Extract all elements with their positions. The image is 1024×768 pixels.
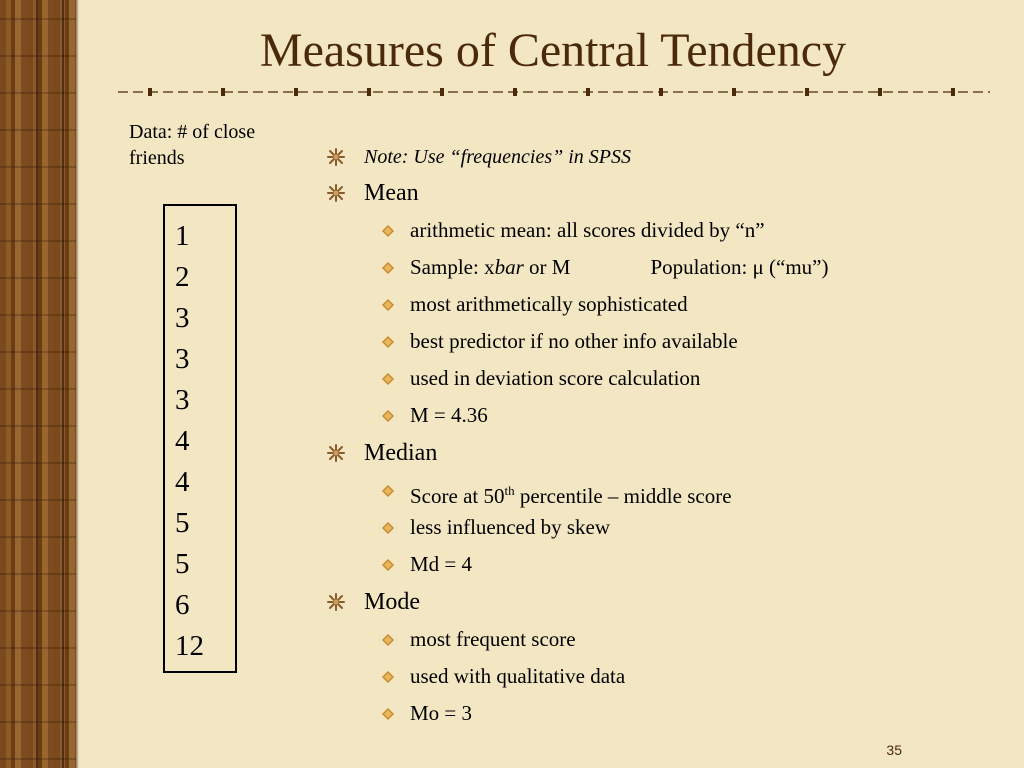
- note-item: [326, 140, 966, 174]
- list-item: [326, 509, 966, 546]
- data-values-box: [163, 204, 237, 673]
- diamond-bullet-icon: [382, 708, 394, 720]
- diamond-bullet-icon: [382, 522, 394, 534]
- divider-dot: [951, 88, 955, 96]
- list-item: [326, 323, 966, 360]
- data-label-line: Data: # of close: [129, 121, 256, 143]
- mean-predictor-text: best predictor if no other info available: [410, 329, 738, 353]
- divider-dot: [367, 88, 371, 96]
- median-score-sup: th: [504, 483, 515, 498]
- data-value-item: 3: [175, 343, 190, 375]
- title-divider: [118, 85, 990, 99]
- note-text: Note: Use “frequencies” in SPSS: [364, 146, 632, 168]
- median-score-prefix: Score at 50: [410, 484, 505, 508]
- data-value-item: 5: [175, 548, 190, 580]
- diamond-bullet-icon: [382, 225, 394, 237]
- median-score-suffix: percentile – middle score: [514, 484, 732, 508]
- data-value-item: 2: [175, 261, 190, 293]
- divider-dot: [805, 88, 809, 96]
- mean-value-text: M = 4.36: [410, 403, 488, 427]
- divider-dot: [221, 88, 225, 96]
- mean-sophisticated-text: most arithmetically sophisticated: [410, 292, 688, 316]
- data-value-item: 3: [175, 384, 190, 416]
- median-value-text: Md = 4: [410, 552, 473, 576]
- median-heading: Median: [364, 440, 438, 466]
- wood-seam: [36, 0, 38, 768]
- star-bullet-icon: [326, 593, 346, 611]
- list-item: [326, 397, 966, 434]
- data-values-list: [165, 206, 235, 667]
- data-value-item: 5: [175, 507, 190, 539]
- mode-value-text: Mo = 3: [410, 701, 473, 725]
- list-item: [326, 286, 966, 323]
- data-label: [129, 119, 309, 171]
- median-heading-item: [326, 434, 966, 472]
- diamond-bullet-icon: [382, 485, 394, 497]
- diamond-bullet-icon: [382, 634, 394, 646]
- data-value-item: 3: [175, 302, 190, 334]
- mode-qualitative-text: used with qualitative data: [410, 664, 626, 688]
- data-value-item: 1: [175, 220, 190, 252]
- mean-sample-bar: bar: [494, 255, 524, 279]
- list-item: [326, 472, 966, 509]
- mean-sample-suffix: or M: [523, 255, 571, 279]
- divider-dot: [732, 88, 736, 96]
- bullet-content: [326, 140, 966, 732]
- divider-dot: [878, 88, 882, 96]
- star-bullet-icon: [326, 184, 346, 202]
- divider-dot: [659, 88, 663, 96]
- diamond-bullet-icon: [382, 299, 394, 311]
- mean-sample-prefix: Sample: x: [410, 255, 495, 279]
- list-item: [326, 621, 966, 658]
- list-item: [326, 249, 966, 286]
- mode-heading: Mode: [364, 589, 420, 615]
- divider-dot: [294, 88, 298, 96]
- wood-border: [0, 0, 76, 768]
- mean-deviation-text: used in deviation score calculation: [410, 366, 701, 390]
- data-value-item: 4: [175, 425, 190, 457]
- diamond-bullet-icon: [382, 373, 394, 385]
- divider-dot: [148, 88, 152, 96]
- diamond-bullet-icon: [382, 262, 394, 274]
- median-skew-text: less influenced by skew: [410, 515, 611, 539]
- data-value-item: 12: [175, 630, 204, 662]
- divider-dot: [586, 88, 590, 96]
- data-value-item: 6: [175, 589, 190, 621]
- data-label-line: friends: [129, 147, 185, 169]
- mode-frequent-text: most frequent score: [410, 627, 576, 651]
- diamond-bullet-icon: [382, 559, 394, 571]
- mode-heading-item: [326, 583, 966, 621]
- star-bullet-icon: [326, 444, 346, 462]
- list-item: [326, 212, 966, 249]
- list-item: [326, 360, 966, 397]
- diamond-bullet-icon: [382, 671, 394, 683]
- mean-population-text: Population: μ (“mu”): [650, 255, 829, 279]
- wood-seam: [62, 0, 64, 768]
- diamond-bullet-icon: [382, 336, 394, 348]
- diamond-bullet-icon: [382, 410, 394, 422]
- list-item: [326, 546, 966, 583]
- mean-heading: Mean: [364, 180, 419, 206]
- mean-heading-item: [326, 174, 966, 212]
- data-value-item: 4: [175, 466, 190, 498]
- list-item: [326, 695, 966, 732]
- divider-dot: [513, 88, 517, 96]
- slide-title: Measures of Central Tendency: [259, 24, 847, 77]
- star-bullet-icon: [326, 148, 346, 166]
- page-number: 35: [886, 742, 902, 758]
- mean-arithmetic-text: arithmetic mean: all scores divided by “n”: [410, 218, 765, 242]
- divider-dot: [440, 88, 444, 96]
- list-item: [326, 658, 966, 695]
- wood-edge-shadow: [76, 0, 79, 768]
